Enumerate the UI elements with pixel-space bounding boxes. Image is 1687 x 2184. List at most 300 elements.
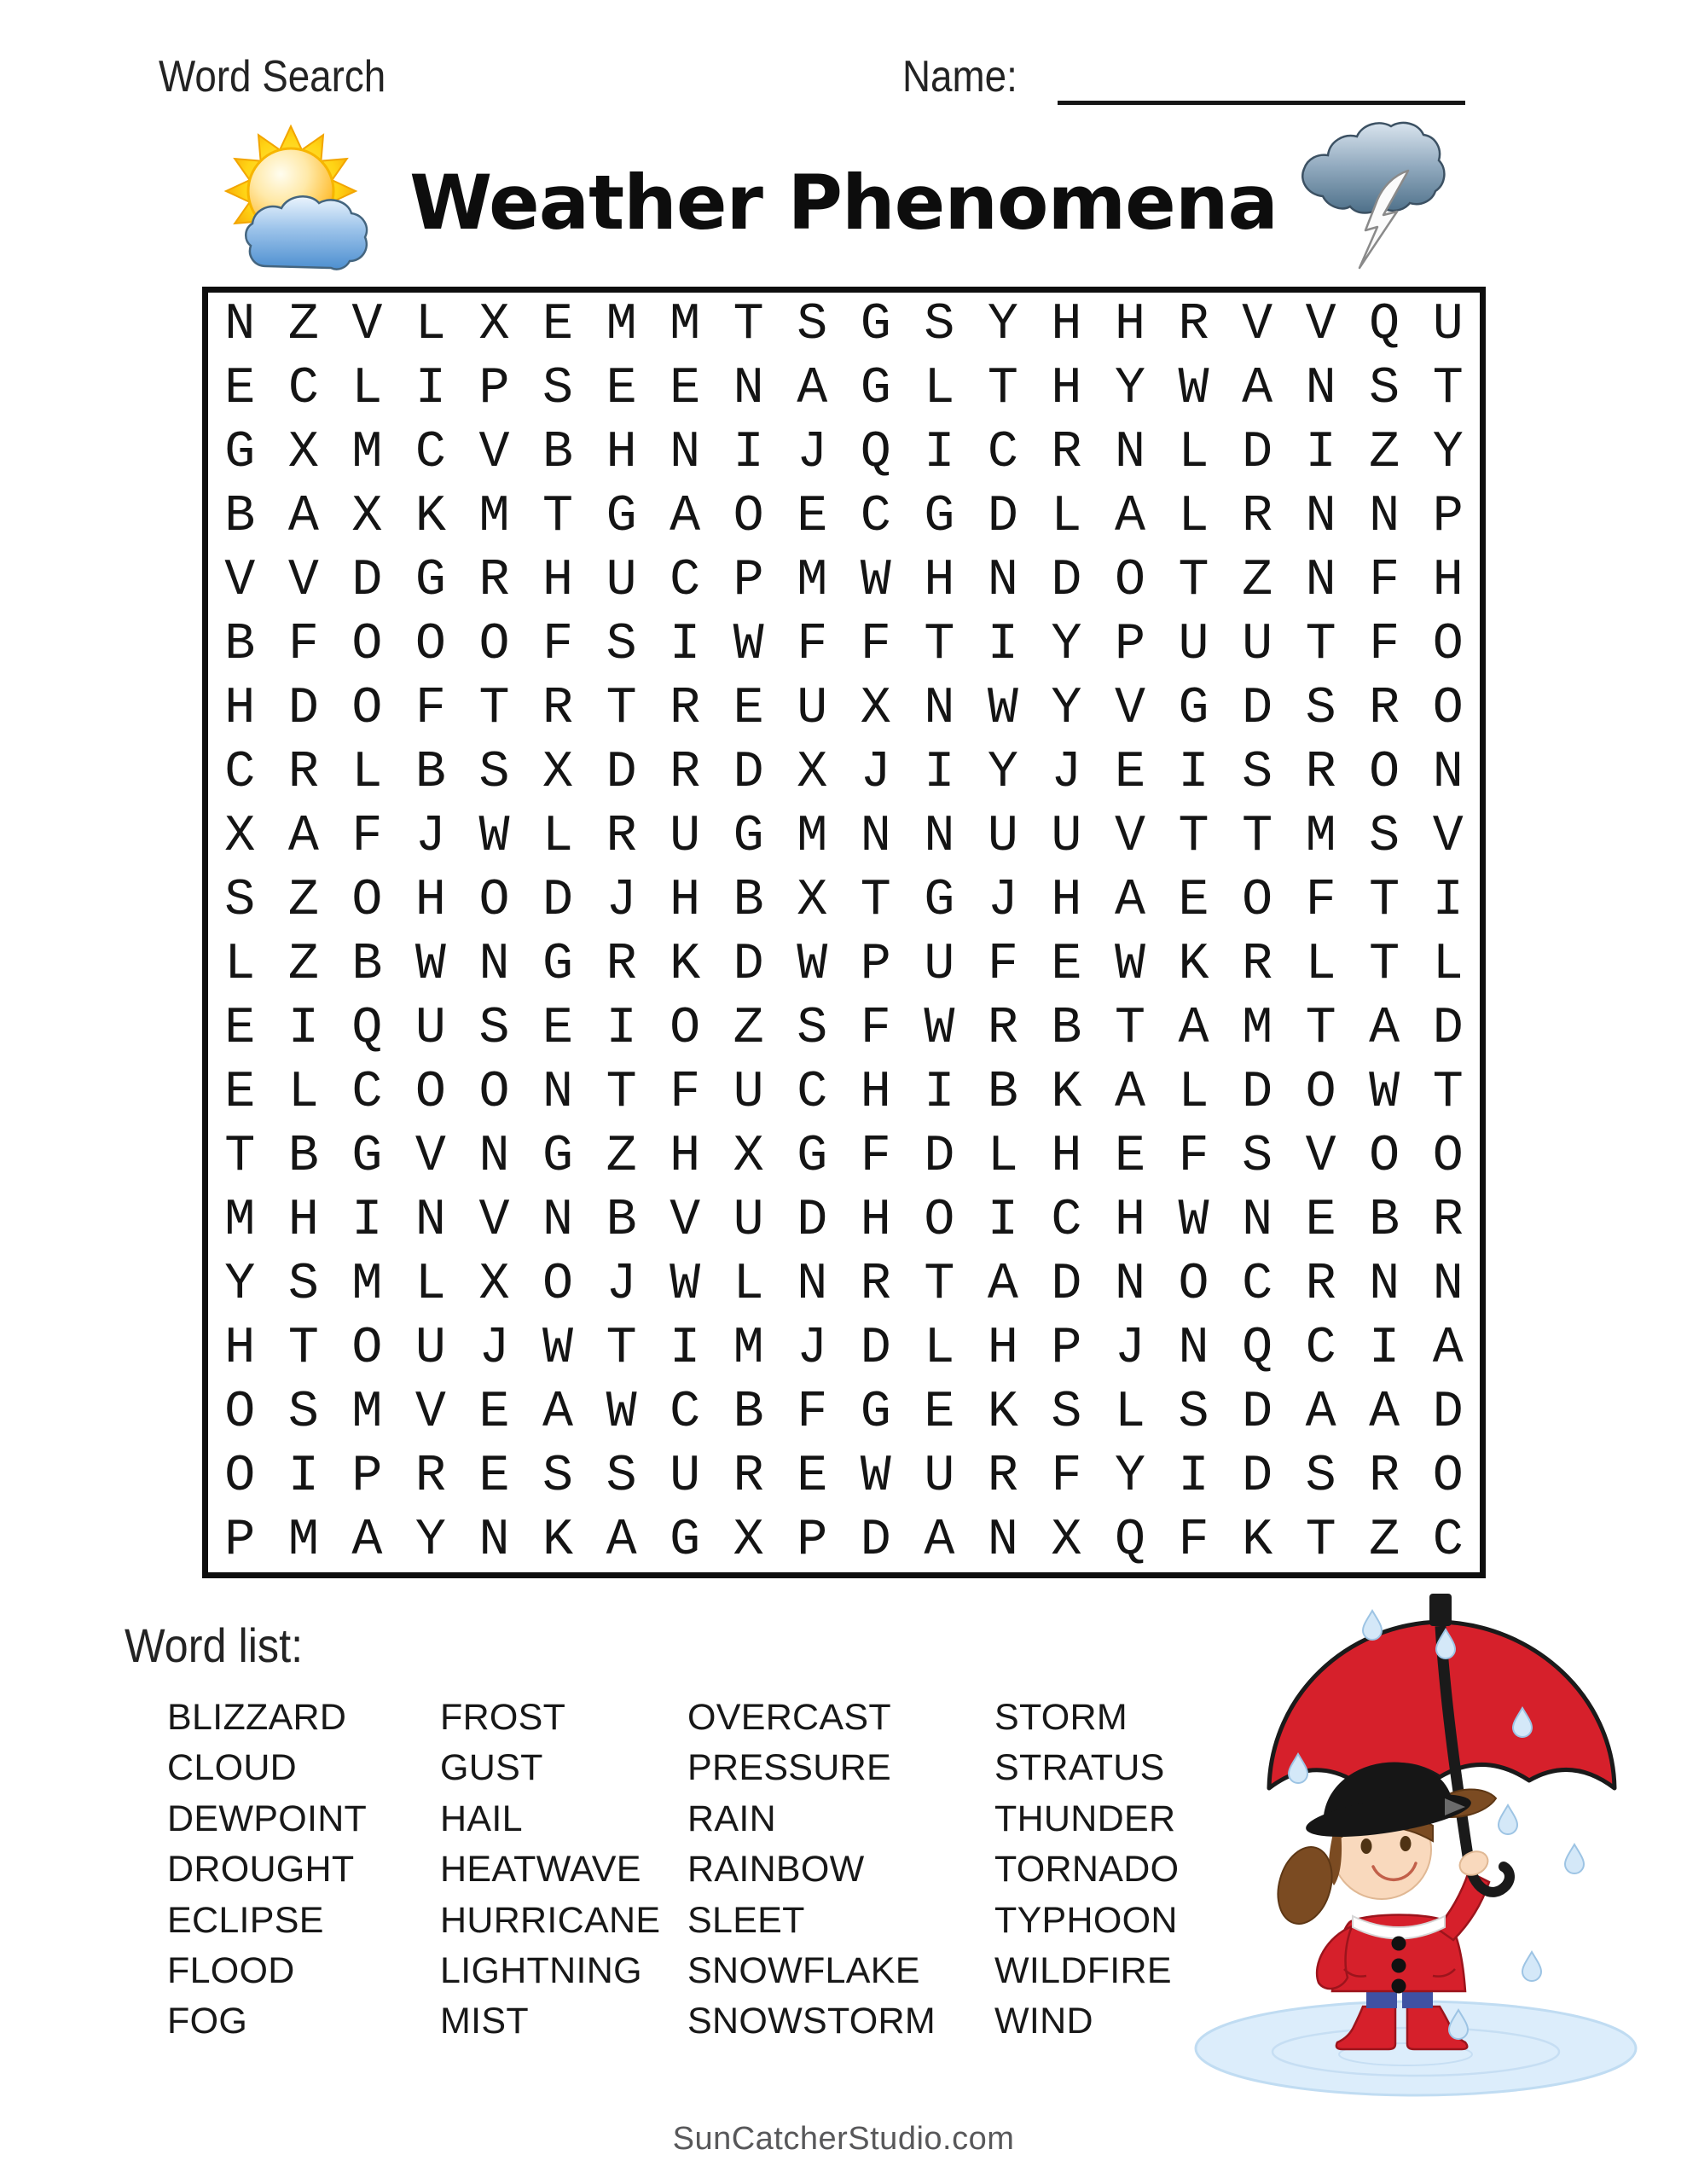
grid-cell: F xyxy=(351,807,383,866)
grid-cell: S xyxy=(606,615,637,674)
grid-cell: B xyxy=(224,615,256,674)
grid-cell: N xyxy=(1432,743,1464,802)
grid-cell: W xyxy=(606,1383,637,1442)
grid-cell: L xyxy=(924,1319,955,1378)
grid-cell: O xyxy=(1432,679,1464,738)
grid-cell: S xyxy=(1369,359,1400,418)
grid-cell: H xyxy=(224,1319,256,1378)
grid-cell: T xyxy=(287,1319,319,1378)
grid-cell: A xyxy=(351,1511,383,1570)
grid-cell: P xyxy=(733,551,764,610)
grid-cell: N xyxy=(670,423,701,482)
grid-cell: O xyxy=(478,871,510,930)
grid-cell: Z xyxy=(287,935,319,994)
grid-cell: L xyxy=(542,807,574,866)
grid-cell: U xyxy=(1432,295,1464,354)
grid-cell: U xyxy=(1242,615,1273,674)
grid-cell: N xyxy=(1432,1255,1464,1314)
grid-cell: E xyxy=(542,999,574,1058)
grid-cell: Z xyxy=(287,871,319,930)
grid-cell: S xyxy=(287,1255,319,1314)
grid-cell: K xyxy=(1178,935,1209,994)
grid-cell: Z xyxy=(287,295,319,354)
grid-cell: G xyxy=(224,423,256,482)
name-label: Name: xyxy=(902,52,1017,102)
grid-cell: H xyxy=(670,1127,701,1186)
word-list-label: Word list: xyxy=(125,1618,304,1672)
grid-cell: Q xyxy=(1114,1511,1145,1570)
grid-cell: O xyxy=(415,615,446,674)
grid-cell: G xyxy=(860,1383,891,1442)
grid-cell: W xyxy=(1369,1063,1400,1122)
grid-cell: Q xyxy=(1369,295,1400,354)
grid-cell: W xyxy=(1178,359,1209,418)
grid-cell: M xyxy=(478,487,510,546)
grid-cell: R xyxy=(987,1447,1018,1506)
grid-cell: F xyxy=(1305,871,1336,930)
grid-cell: G xyxy=(924,871,955,930)
grid-cell: R xyxy=(1305,743,1336,802)
grid-cell: S xyxy=(797,999,828,1058)
grid-cell: N xyxy=(415,1191,446,1250)
grid-cell: L xyxy=(987,1127,1018,1186)
grid-cell: Z xyxy=(606,1127,637,1186)
grid-cell: F xyxy=(860,615,891,674)
word-list-column xyxy=(440,1693,687,2048)
grid-cell: D xyxy=(1242,679,1273,738)
grid-cell: G xyxy=(860,295,891,354)
grid-cell: L xyxy=(1178,1063,1209,1122)
grid-cell: J xyxy=(478,1319,510,1378)
grid-cell: L xyxy=(733,1255,764,1314)
coat-button xyxy=(1392,1979,1406,1994)
grid-cell: K xyxy=(542,1511,574,1570)
grid-cell: N xyxy=(987,1511,1018,1570)
grid-cell: L xyxy=(924,359,955,418)
grid-cell: H xyxy=(542,551,574,610)
grid-cell: J xyxy=(860,743,891,802)
grid-cell: D xyxy=(860,1319,891,1378)
grid-cell: V xyxy=(1114,807,1145,866)
grid-cell: A xyxy=(1432,1319,1464,1378)
grid-cell: U xyxy=(1051,807,1082,866)
grid-cell: A xyxy=(287,807,319,866)
grid-cell: M xyxy=(287,1511,319,1570)
coat-button xyxy=(1392,1959,1406,1973)
grid-cell: H xyxy=(987,1319,1018,1378)
grid-cell: E xyxy=(1114,1127,1145,1186)
grid-cell: X xyxy=(797,743,828,802)
grid-cell: N xyxy=(1305,359,1336,418)
grid-cell: A xyxy=(1369,999,1400,1058)
grid-cell: F xyxy=(1051,1447,1082,1506)
grid-cell: A xyxy=(1242,359,1273,418)
grid-cell: U xyxy=(987,807,1018,866)
grid-cell: H xyxy=(1051,871,1082,930)
grid-cell: W xyxy=(415,935,446,994)
grid-cell: E xyxy=(1305,1191,1336,1250)
grid-cell: W xyxy=(478,807,510,866)
grid-cell: R xyxy=(606,807,637,866)
grid-cell: R xyxy=(1369,1447,1400,1506)
grid-cell: F xyxy=(1178,1127,1209,1186)
grid-cell: F xyxy=(1369,551,1400,610)
grid-cell: F xyxy=(287,615,319,674)
grid-cell: E xyxy=(797,487,828,546)
grid-cell: B xyxy=(733,871,764,930)
grid-cell: M xyxy=(351,1255,383,1314)
word-list-item: CLOUD xyxy=(167,1747,298,1789)
grid-cell: N xyxy=(924,679,955,738)
grid-cell: A xyxy=(797,359,828,418)
grid-cell: F xyxy=(797,615,828,674)
grid-cell: T xyxy=(924,1255,955,1314)
grid-cell: K xyxy=(1242,1511,1273,1570)
grid-cell: S xyxy=(542,359,574,418)
grid-cell: T xyxy=(1114,999,1145,1058)
grid-cell: O xyxy=(351,615,383,674)
grid-cell: S xyxy=(606,1447,637,1506)
grid-cell: I xyxy=(1432,871,1464,930)
grid-cell: H xyxy=(1051,359,1082,418)
grid-cell: S xyxy=(1242,1127,1273,1186)
grid-cell: M xyxy=(797,551,828,610)
grid-cell: A xyxy=(987,1255,1018,1314)
grid-cell: S xyxy=(478,743,510,802)
grid-cell: L xyxy=(1178,423,1209,482)
grid-cell: N xyxy=(542,1191,574,1250)
grid-cell: Q xyxy=(860,423,891,482)
grid-cell: L xyxy=(1051,487,1082,546)
grid-cell: F xyxy=(1178,1511,1209,1570)
grid-cell: M xyxy=(351,423,383,482)
grid-cell: H xyxy=(860,1063,891,1122)
grid-cell: H xyxy=(287,1191,319,1250)
grid-cell: J xyxy=(1114,1319,1145,1378)
grid-cell: E xyxy=(478,1447,510,1506)
grid-cell: C xyxy=(860,487,891,546)
grid-cell: V xyxy=(351,295,383,354)
grid-cell: W xyxy=(1178,1191,1209,1250)
grid-cell: N xyxy=(860,807,891,866)
grid-cell: I xyxy=(606,999,637,1058)
word-list-item: RAIN xyxy=(687,1798,776,1839)
grid-cell: K xyxy=(670,935,701,994)
grid-cell: E xyxy=(224,1063,256,1122)
word-list-item: STORM xyxy=(994,1697,1128,1738)
grid-cell: X xyxy=(478,1255,510,1314)
grid-cell: I xyxy=(287,999,319,1058)
grid-cell: H xyxy=(1051,295,1082,354)
grid-cell: A xyxy=(1305,1383,1336,1442)
grid-cell: Q xyxy=(1242,1319,1273,1378)
grid-cell: X xyxy=(224,807,256,866)
grid-cell: H xyxy=(224,679,256,738)
grid-cell: R xyxy=(670,679,701,738)
grid-cell: C xyxy=(1242,1255,1273,1314)
grid-cell: L xyxy=(1305,935,1336,994)
grid-cell: D xyxy=(1432,999,1464,1058)
grid-cell: O xyxy=(1432,1447,1464,1506)
grid-cell: X xyxy=(287,423,319,482)
word-list-item: DEWPOINT xyxy=(167,1798,368,1839)
grid-cell: J xyxy=(1051,743,1082,802)
left-eye xyxy=(1361,1838,1372,1854)
grid-cell: O xyxy=(670,999,701,1058)
grid-cell: X xyxy=(733,1127,764,1186)
grid-cell: I xyxy=(415,359,446,418)
grid-cell: T xyxy=(1432,1063,1464,1122)
grid-cell: F xyxy=(797,1383,828,1442)
word-list-item: BLIZZARD xyxy=(167,1697,347,1738)
grid-cell: B xyxy=(987,1063,1018,1122)
grid-cell: T xyxy=(1369,871,1400,930)
grid-cell: N xyxy=(797,1255,828,1314)
grid-cell: Q xyxy=(351,999,383,1058)
grid-cell: R xyxy=(860,1255,891,1314)
word-list-columns xyxy=(167,1693,1250,2048)
grid-cell: H xyxy=(1051,1127,1082,1186)
grid-cell: M xyxy=(224,1191,256,1250)
word-list-item: HURRICANE xyxy=(440,1899,661,1941)
grid-cell: M xyxy=(1242,999,1273,1058)
grid-cell: M xyxy=(351,1383,383,1442)
grid-cell: A xyxy=(1178,999,1209,1058)
grid-cell: M xyxy=(1305,807,1336,866)
grid-cell: V xyxy=(224,551,256,610)
word-list-item: WIND xyxy=(994,2001,1093,2042)
grid-cell: X xyxy=(542,743,574,802)
grid-cell: B xyxy=(1369,1191,1400,1250)
grid-cell: N xyxy=(542,1063,574,1122)
word-list-item: OVERCAST xyxy=(687,1697,891,1738)
grid-cell: O xyxy=(542,1255,574,1314)
grid-cell: S xyxy=(224,871,256,930)
grid-cell: Y xyxy=(1432,423,1464,482)
grid-cell: M xyxy=(797,807,828,866)
grid-cell: J xyxy=(606,1255,637,1314)
grid-cell: B xyxy=(224,487,256,546)
grid-cell: O xyxy=(478,1063,510,1122)
grid-cell: T xyxy=(1242,807,1273,866)
grid-cell: L xyxy=(1114,1383,1145,1442)
grid-cell: I xyxy=(924,743,955,802)
grid-cell: X xyxy=(797,871,828,930)
grid-cell: S xyxy=(542,1447,574,1506)
grid-cell: X xyxy=(351,487,383,546)
grid-cell: O xyxy=(415,1063,446,1122)
word-list-item: HAIL xyxy=(440,1798,523,1839)
grid-cell: R xyxy=(1369,679,1400,738)
grid-cell: N xyxy=(987,551,1018,610)
grid-cell: R xyxy=(542,679,574,738)
grid-cell: T xyxy=(987,359,1018,418)
grid-cell: D xyxy=(733,743,764,802)
word-list-item: HEATWAVE xyxy=(440,1849,641,1891)
grid-cell: T xyxy=(924,615,955,674)
grid-cell: O xyxy=(224,1383,256,1442)
grid-cell: T xyxy=(606,1063,637,1122)
grid-cell: Y xyxy=(1051,679,1082,738)
grid-cell: G xyxy=(351,1127,383,1186)
grid-cell: F xyxy=(542,615,574,674)
grid-cell: O xyxy=(224,1447,256,1506)
grid-cell: W xyxy=(670,1255,701,1314)
grid-cell: U xyxy=(733,1063,764,1122)
grid-cell: P xyxy=(478,359,510,418)
grid-cell: W xyxy=(542,1319,574,1378)
word-list-item: SNOWFLAKE xyxy=(687,1950,920,1992)
grid-cell: O xyxy=(1242,871,1273,930)
grid-cell: P xyxy=(797,1511,828,1570)
grid-cell: V xyxy=(1114,679,1145,738)
grid-cell: M xyxy=(670,295,701,354)
grid-cell: F xyxy=(670,1063,701,1122)
grid-cell: I xyxy=(1305,423,1336,482)
grid-cell: D xyxy=(1051,551,1082,610)
word-grid xyxy=(202,287,1486,1578)
grid-cell: N xyxy=(1369,1255,1400,1314)
grid-cell: T xyxy=(1432,359,1464,418)
grid-cell: D xyxy=(797,1191,828,1250)
word-list-item: TYPHOON xyxy=(994,1899,1178,1941)
grid-cell: S xyxy=(1305,1447,1336,1506)
grid-cell: G xyxy=(733,807,764,866)
grid-cell: G xyxy=(797,1127,828,1186)
grid-cell: W xyxy=(733,615,764,674)
grid-cell: N xyxy=(733,359,764,418)
grid-cell: P xyxy=(860,935,891,994)
grid-cell: M xyxy=(733,1319,764,1378)
grid-cell: D xyxy=(1242,1447,1273,1506)
grid-cell: I xyxy=(987,1191,1018,1250)
grid-cell: L xyxy=(415,1255,446,1314)
grid-cell: U xyxy=(415,999,446,1058)
grid-cell: N xyxy=(924,807,955,866)
grid-cell: L xyxy=(351,359,383,418)
grid-cell: D xyxy=(987,487,1018,546)
grid-cell: T xyxy=(1178,807,1209,866)
page-title: Weather Phenomena xyxy=(409,159,1278,247)
grid-cell: G xyxy=(542,1127,574,1186)
grid-cell: N xyxy=(1114,1255,1145,1314)
grid-cell: R xyxy=(1178,295,1209,354)
grid-cell: N xyxy=(224,295,256,354)
grid-cell: I xyxy=(987,615,1018,674)
grid-cell: I xyxy=(733,423,764,482)
grid-cell: I xyxy=(670,615,701,674)
grid-cell: S xyxy=(1178,1383,1209,1442)
grid-cell: E xyxy=(478,1383,510,1442)
grid-cell: P xyxy=(1432,487,1464,546)
grid-cell: C xyxy=(797,1063,828,1122)
grid-cell: C xyxy=(670,551,701,610)
grid-cell: C xyxy=(670,1383,701,1442)
grid-cell: O xyxy=(351,1319,383,1378)
grid-cell: D xyxy=(1051,1255,1082,1314)
grid-cell: G xyxy=(860,359,891,418)
grid-cell: R xyxy=(1051,423,1082,482)
grid-cell: F xyxy=(860,999,891,1058)
storm-cloud-lightning-icon xyxy=(1289,114,1446,270)
grid-cell: Z xyxy=(1369,423,1400,482)
grid-cell: H xyxy=(860,1191,891,1250)
grid-cell: F xyxy=(860,1127,891,1186)
grid-cell: U xyxy=(415,1319,446,1378)
grid-cell: P xyxy=(1114,615,1145,674)
grid-cell: J xyxy=(797,1319,828,1378)
grid-cell: E xyxy=(542,295,574,354)
grid-cell: H xyxy=(924,551,955,610)
grid-cell: E xyxy=(1114,743,1145,802)
grid-cell: A xyxy=(1114,487,1145,546)
grid-cell: V xyxy=(1432,807,1464,866)
grid-cell: G xyxy=(415,551,446,610)
grid-cell: N xyxy=(1178,1319,1209,1378)
grid-cell: W xyxy=(797,935,828,994)
grid-cell: O xyxy=(1178,1255,1209,1314)
grid-cell: Z xyxy=(1369,1511,1400,1570)
grid-cell: A xyxy=(287,487,319,546)
grid-cell: Y xyxy=(1051,615,1082,674)
grid-cell: D xyxy=(606,743,637,802)
grid-cell: A xyxy=(1369,1383,1400,1442)
grid-cell: N xyxy=(1242,1191,1273,1250)
word-list-item: PRESSURE xyxy=(687,1747,891,1789)
grid-cell: X xyxy=(1051,1511,1082,1570)
grid-cell: B xyxy=(287,1127,319,1186)
grid-cell: U xyxy=(733,1191,764,1250)
coat-button xyxy=(1392,1937,1406,1951)
grid-cell: S xyxy=(1305,679,1336,738)
grid-cell: U xyxy=(670,807,701,866)
grid-cell: B xyxy=(542,423,574,482)
grid-cell: T xyxy=(542,487,574,546)
grid-cell: V xyxy=(478,423,510,482)
word-list-item: MIST xyxy=(440,2001,529,2042)
word-list-column xyxy=(167,1693,440,2048)
grid-cell: U xyxy=(924,1447,955,1506)
footer-credit: SunCatcherStudio.com xyxy=(672,2121,1015,2157)
grid-cell: I xyxy=(1178,743,1209,802)
grid-cell: S xyxy=(924,295,955,354)
word-list-item: ECLIPSE xyxy=(167,1899,324,1941)
grid-cell: E xyxy=(224,359,256,418)
grid-cell: C xyxy=(1051,1191,1082,1250)
grid-cell: A xyxy=(542,1383,574,1442)
umbrella-top-stub xyxy=(1429,1594,1452,1626)
grid-cell: I xyxy=(1178,1447,1209,1506)
grid-cell: W xyxy=(987,679,1018,738)
grid-cell: V xyxy=(287,551,319,610)
grid-cell: S xyxy=(797,295,828,354)
grid-cell: I xyxy=(1369,1319,1400,1378)
grid-cell: D xyxy=(542,871,574,930)
grid-cell: B xyxy=(606,1191,637,1250)
grid-cell: G xyxy=(670,1511,701,1570)
grid-cell: R xyxy=(415,1447,446,1506)
grid-cell: U xyxy=(670,1447,701,1506)
grid-cell: D xyxy=(1432,1383,1464,1442)
grid-cell: C xyxy=(415,423,446,482)
grid-cell: I xyxy=(287,1447,319,1506)
grid-cell: P xyxy=(351,1447,383,1506)
grid-cell: S xyxy=(478,999,510,1058)
word-list-item: GUST xyxy=(440,1747,543,1789)
grid-cell: W xyxy=(860,551,891,610)
grid-cell: R xyxy=(733,1447,764,1506)
grid-cell: N xyxy=(478,935,510,994)
